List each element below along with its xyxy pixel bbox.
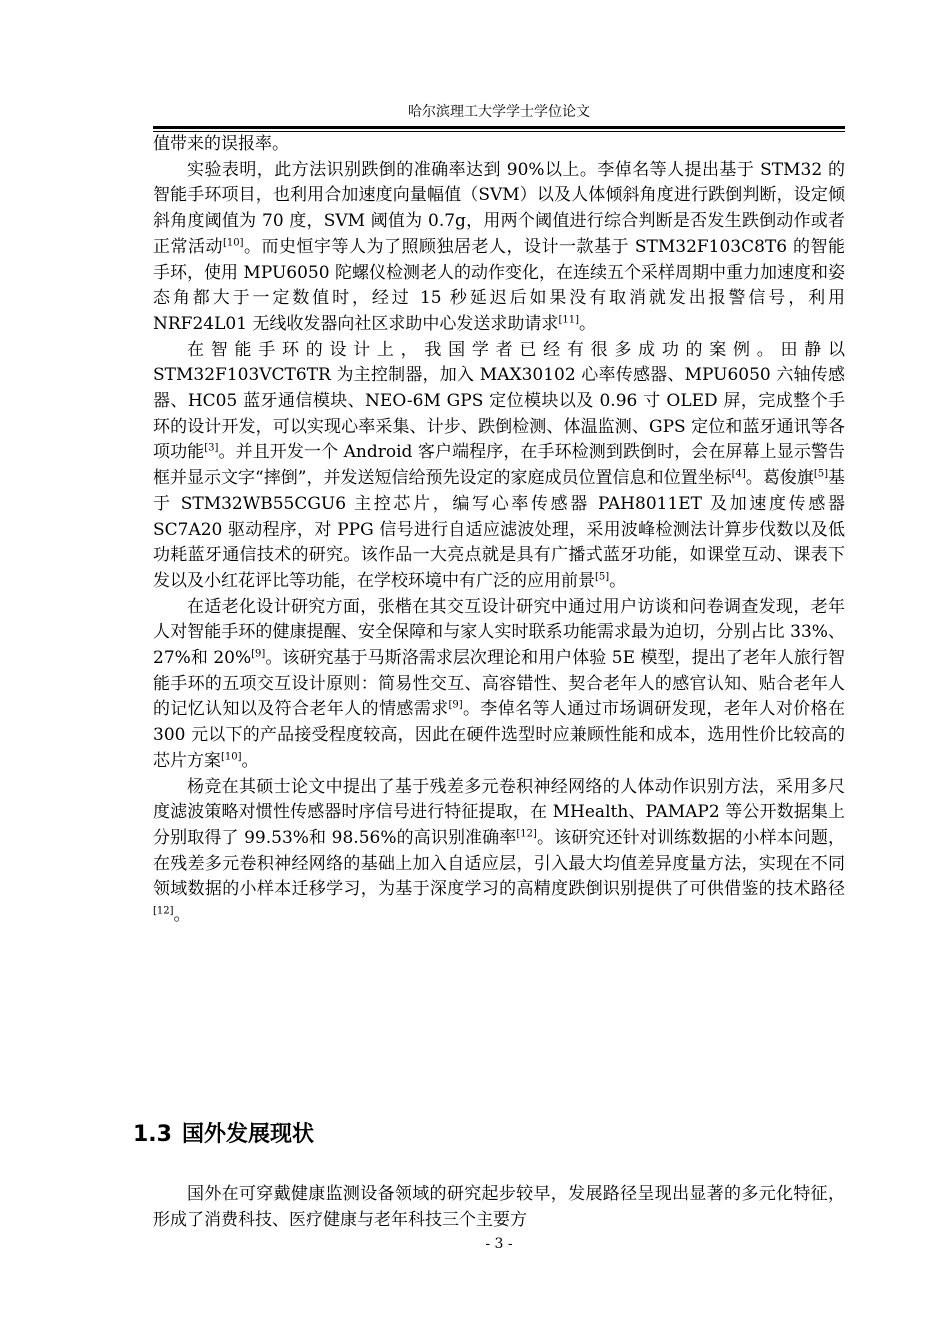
citation-ref: [10] [221, 751, 242, 763]
text-run: 。该研究基于马斯洛需求层次理论和用户体验 5E 模型，提出了老年人旅行智能手环的五项交互设计原则：简易性交互、高容错性、契合老年人的感官认知、贴合老年人的记忆认知以及符合老年人的情感需求 [153, 648, 845, 720]
text-run: 。而史恒宇等人为了照顾独居老人，设计一款基于 STM32F103C8T6 的智能手环，使用 MPU6050 陀螺仪检测老人的动作变化，在连续五个采样周期中重力加速度和姿态角都大于一定数值时，经过 15 秒延迟后如果没有取消就发出报警信号，利用 NRF24L01 无线收发器向社区求助中心发送求助请求 [153, 236, 846, 334]
citation-ref: [3] [204, 442, 219, 454]
section-number: 1.3 [133, 1122, 172, 1147]
text-run: 基于 STM32WB55CGU6 主控芯片，编写心率传感器 PAH8011ET 及加速度传感器 SC7A20 驱动程序，对 PPG 信号进行自适应滤波处理，采用波峰检测法计算步伐数以及低功耗蓝牙通信技术的研究。该作品一大亮点就是具有广播式蓝牙功能，如课堂互动、课表下发以及小红花评比等功能，在学校环境中有广泛的应用前景 [153, 468, 846, 591]
text-run: 。该研究还针对训练数据的小样本问题，在残差多元卷积神经网络的基础上加入自适应层，引入最大均值差异度量方法，实现在不同领域数据的小样本迁移学习，为基于深度学习的高精度跌倒识别提供了可供借鉴的技术路径 [153, 827, 846, 900]
citation-ref: [5] [813, 468, 828, 480]
citation-ref: [11] [558, 314, 579, 326]
text-run: 。 [241, 750, 259, 771]
section-heading [133, 1120, 314, 1150]
body-text [153, 132, 845, 929]
citation-ref: [9] [448, 699, 463, 711]
citation-ref: [12] [153, 905, 174, 917]
section-title: 国外发展现状 [181, 1122, 314, 1147]
paragraph [153, 595, 845, 775]
paragraph [153, 338, 845, 595]
text-run: 。 [578, 313, 596, 334]
page-number: - 3 - [485, 1236, 513, 1252]
paragraph [153, 775, 845, 929]
text-run: 值带来的误报率。 [153, 134, 289, 154]
text-run: 。李倬名等人通过市场调研发现，老年人对价格在 300 元以下的产品接受程度较高，因此在硬件选型时应兼顾性能和成本，选用性价比较高的芯片方案 [153, 699, 846, 771]
paragraph: 国外在可穿戴健康监测设备领域的研究起步较早，发展路径呈现出显著的多元化特征，形成了消费科技、医疗健康与老年科技三个主要方 [153, 1184, 845, 1230]
citation-ref: [10] [223, 237, 244, 249]
running-header: 哈尔滨理工大学学士学位论文 [408, 104, 590, 120]
text-run: 在适老化设计研究方面，张楷在其交互设计研究中通过用户访谈和问卷调查发现，老年人对智能手环的健康提醒、安全保障和与家人实时联系功能需求最为迫切，分别占比 33%、27%和 20% [153, 596, 845, 669]
text-run: 。 [173, 905, 191, 926]
citation-ref: [12] [516, 828, 537, 840]
paragraph [153, 158, 845, 338]
text-run: 实验表明，此方法识别跌倒的准确率达到 90%以上。李倬名等人提出基于 STM32 的智能手环项目，也利用合加速度向量幅值（SVM）以及人体倾斜角度进行跌倒判断，设定倾斜角度阈值为 70 度，SVM 阈值为 0.7g，用两个阈值进行综合判断是否发生跌倒动作或者正常活动 [153, 159, 845, 257]
citation-ref: [4] [731, 468, 746, 480]
citation-ref: [9] [251, 648, 266, 660]
section-body-text [153, 1181, 845, 1233]
citation-ref: [5] [595, 571, 610, 583]
text-run: 。并且开发一个 Android 客户端程序，在手环检测到跌倒时，会在屏幕上显示警告框并显示文字“摔倒”，并发送短信给预先设定的家庭成员位置信息和位置坐标 [153, 442, 845, 489]
paragraph [153, 132, 845, 158]
text-run: 。葛俊旗 [745, 468, 814, 489]
text-run: 。 [609, 570, 627, 591]
text-run: 杨竞在其硕士论文中提出了基于残差多元卷积神经网络的人体动作识别方法，采用多尺度滤波策略对惯性传感器时序信号进行特征提取，在 MHealth、PAMAP2 等公开数据集上分别取得了 99.53%和 98.56%的高识别准确率 [153, 776, 845, 848]
text-run: 在智能手环的设计上，我国学者已经有很多成功的案例。田静以 STM32F103VCT6TR 为主控制器，加入 MAX30102 心率传感器、MPU6050 六轴传感器、HC05 蓝牙通信模块、NEO-6M GPS 定位模块以及 0.96 寸 OLED 屏，完成整个手环的设计开发，可以实现心率采集、计步、跌倒检测、体温监测、GPS 定位和蓝牙通讯等各项功能 [153, 339, 845, 463]
header-rule-thick [153, 126, 845, 129]
